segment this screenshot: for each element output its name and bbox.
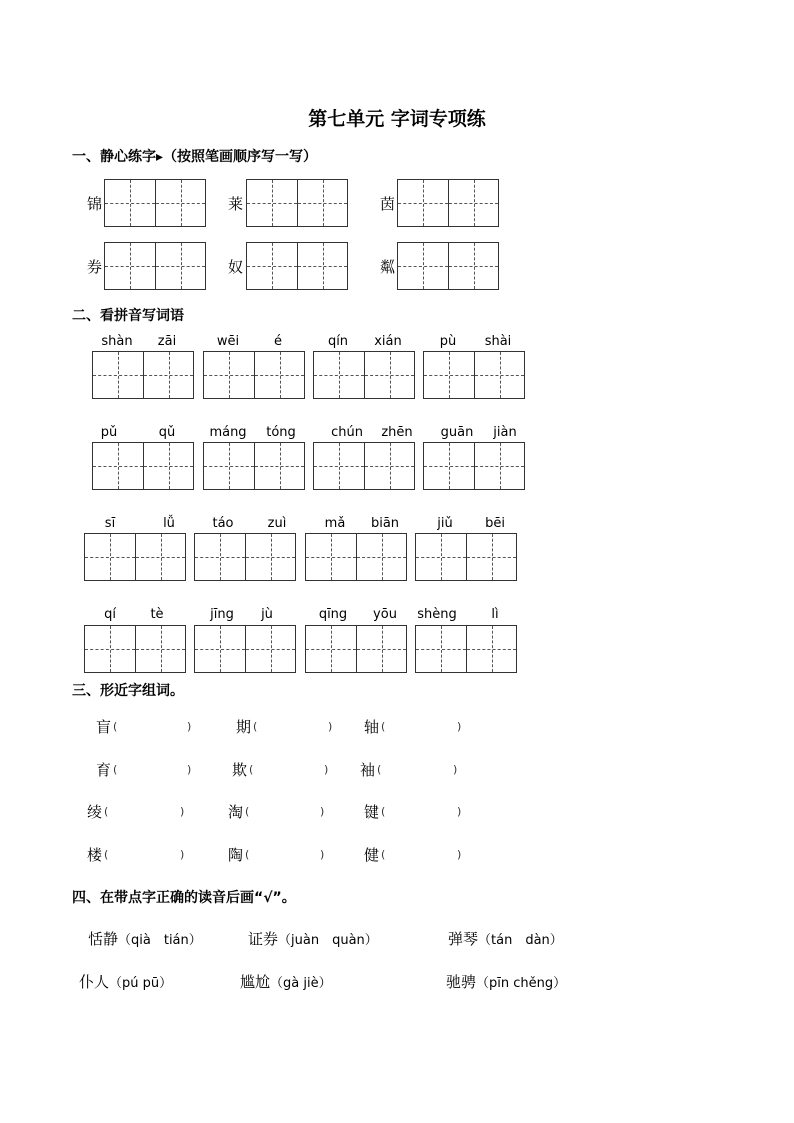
similar-char: 键 — [364, 803, 380, 821]
practice-char: 锦 — [87, 195, 103, 213]
pinyin-label: jīng — [210, 607, 234, 622]
reading-word: 弹琴 — [448, 930, 479, 948]
writing-grid[interactable] — [397, 242, 499, 290]
section-2-heading: 二、看拼音写词语 — [72, 308, 184, 324]
reading-options: （pīn chěng） — [476, 976, 567, 991]
writing-grid[interactable] — [246, 179, 348, 227]
answer-field[interactable] — [386, 718, 452, 736]
pinyin-label: jiàn — [493, 425, 517, 440]
pinyin-label: pǔ — [100, 425, 118, 440]
answer-field[interactable] — [386, 803, 452, 821]
open-paren: ( — [245, 848, 250, 861]
pinyin-label: tè — [150, 607, 164, 622]
reading-options: （qià tián） — [118, 933, 202, 948]
writing-grid[interactable] — [203, 442, 305, 490]
answer-field[interactable] — [258, 718, 324, 736]
writing-grid[interactable] — [203, 351, 305, 399]
reading-item[interactable] — [88, 928, 202, 949]
pinyin-label: qí — [104, 607, 116, 622]
pinyin-label: shàn — [101, 334, 133, 349]
answer-field[interactable] — [118, 761, 184, 779]
pinyin-label: qǔ — [158, 425, 176, 440]
pinyin-label: tóng — [266, 425, 296, 440]
answer-field[interactable] — [109, 803, 175, 821]
open-paren: ( — [381, 848, 386, 861]
pinyin-label: xián — [374, 334, 402, 349]
answer-field[interactable] — [386, 846, 452, 864]
pinyin-label: guān — [440, 425, 474, 440]
similar-char: 盲 — [96, 718, 112, 736]
writing-grid[interactable] — [104, 242, 206, 290]
open-paren: ( — [113, 720, 118, 733]
close-paren: ) — [187, 720, 192, 733]
open-paren: ( — [377, 763, 382, 776]
open-paren: ( — [104, 805, 109, 818]
close-paren: ) — [187, 763, 192, 776]
writing-grid[interactable] — [423, 351, 525, 399]
pinyin-label: máng — [209, 425, 247, 440]
section-3-heading: 三、形近字组词。 — [72, 683, 184, 699]
pinyin-label: chún — [331, 425, 363, 440]
reading-options: （tán dàn） — [478, 933, 563, 948]
writing-grid[interactable] — [313, 442, 415, 490]
writing-grid[interactable] — [194, 533, 296, 581]
pinyin-label: qīng — [318, 607, 348, 622]
writing-grid[interactable] — [104, 179, 206, 227]
similar-char: 育 — [96, 761, 112, 779]
page-title: 第七单元 字词专项练 — [308, 108, 486, 130]
pinyin-label: zuì — [267, 516, 287, 531]
close-paren: ) — [324, 763, 329, 776]
open-paren: ( — [249, 763, 254, 776]
writing-grid[interactable] — [246, 242, 348, 290]
writing-grid[interactable] — [415, 625, 517, 673]
reading-options: （pú pū） — [109, 976, 173, 991]
writing-grid[interactable] — [305, 625, 407, 673]
reading-item[interactable] — [448, 928, 563, 949]
section-4-heading: 四、在带点字正确的读音后画“√”。 — [72, 890, 296, 906]
similar-char: 期 — [236, 718, 252, 736]
close-paren: ) — [457, 848, 462, 861]
reading-item[interactable] — [248, 928, 378, 949]
similar-char: 轴 — [364, 718, 380, 736]
writing-grid[interactable] — [423, 442, 525, 490]
close-paren: ) — [453, 763, 458, 776]
similar-char: 淘 — [228, 803, 244, 821]
pinyin-label: jù — [261, 607, 273, 622]
answer-field[interactable] — [254, 761, 320, 779]
writing-grid[interactable] — [313, 351, 415, 399]
answer-field[interactable] — [250, 803, 316, 821]
reading-item[interactable] — [79, 971, 172, 992]
pinyin-label: shèng — [417, 607, 457, 622]
practice-char: 茵 — [380, 195, 396, 213]
open-paren: ( — [381, 805, 386, 818]
practice-char: 奴 — [228, 258, 244, 276]
pinyin-label: zhēn — [381, 425, 413, 440]
writing-grid[interactable] — [397, 179, 499, 227]
pinyin-label: qín — [327, 334, 349, 349]
close-paren: ) — [320, 848, 325, 861]
close-paren: ) — [180, 805, 185, 818]
similar-char: 欺 — [232, 761, 248, 779]
pinyin-label: zāi — [157, 334, 177, 349]
pinyin-label: bēi — [485, 516, 505, 531]
answer-field[interactable] — [109, 846, 175, 864]
open-paren: ( — [245, 805, 250, 818]
open-paren: ( — [104, 848, 109, 861]
close-paren: ) — [457, 720, 462, 733]
writing-grid[interactable] — [92, 442, 194, 490]
similar-char: 陶 — [228, 846, 244, 864]
reading-word: 恬静 — [88, 930, 119, 948]
similar-char: 楼 — [87, 846, 103, 864]
pinyin-label: é — [274, 334, 282, 349]
pinyin-label: shài — [484, 334, 512, 349]
writing-grid[interactable] — [194, 625, 296, 673]
answer-field[interactable] — [250, 846, 316, 864]
reading-item[interactable] — [446, 971, 566, 992]
reading-options: （gà jiè） — [270, 976, 332, 991]
pinyin-label: lǚ — [163, 516, 175, 531]
open-paren: ( — [113, 763, 118, 776]
pinyin-label: mǎ — [324, 516, 346, 531]
reading-word: 证券 — [248, 930, 279, 948]
reading-item[interactable] — [240, 971, 332, 992]
open-paren: ( — [381, 720, 386, 733]
answer-field[interactable] — [382, 761, 448, 779]
pinyin-label: yōu — [373, 607, 397, 622]
writing-grid[interactable] — [92, 351, 194, 399]
writing-grid[interactable] — [84, 533, 186, 581]
similar-char: 绫 — [87, 803, 103, 821]
reading-word: 驰骋 — [446, 973, 477, 991]
pinyin-label: biān — [370, 516, 400, 531]
close-paren: ) — [320, 805, 325, 818]
similar-char: 袖 — [360, 761, 376, 779]
reading-options: （juàn quàn） — [278, 933, 378, 948]
writing-grid[interactable] — [415, 533, 517, 581]
pinyin-label: wēi — [216, 334, 240, 349]
similar-char: 健 — [364, 846, 380, 864]
answer-field[interactable] — [118, 718, 184, 736]
practice-char: 莱 — [228, 195, 244, 213]
open-paren: ( — [253, 720, 258, 733]
pinyin-label: lì — [491, 607, 499, 622]
pinyin-label: pù — [439, 334, 457, 349]
practice-char: 券 — [87, 258, 103, 276]
pinyin-label: jiǔ — [437, 516, 453, 531]
practice-char: 粼 — [380, 258, 396, 276]
close-paren: ) — [328, 720, 333, 733]
pinyin-label: táo — [212, 516, 234, 531]
writing-grid[interactable] — [305, 533, 407, 581]
writing-grid[interactable] — [84, 625, 186, 673]
section-1-heading: 一、静心练字▸（按照笔画顺序写一写） — [72, 149, 318, 165]
pinyin-label: sī — [104, 516, 116, 531]
close-paren: ) — [180, 848, 185, 861]
reading-word: 尴尬 — [240, 973, 271, 991]
reading-word: 仆人 — [79, 973, 110, 991]
close-paren: ) — [457, 805, 462, 818]
